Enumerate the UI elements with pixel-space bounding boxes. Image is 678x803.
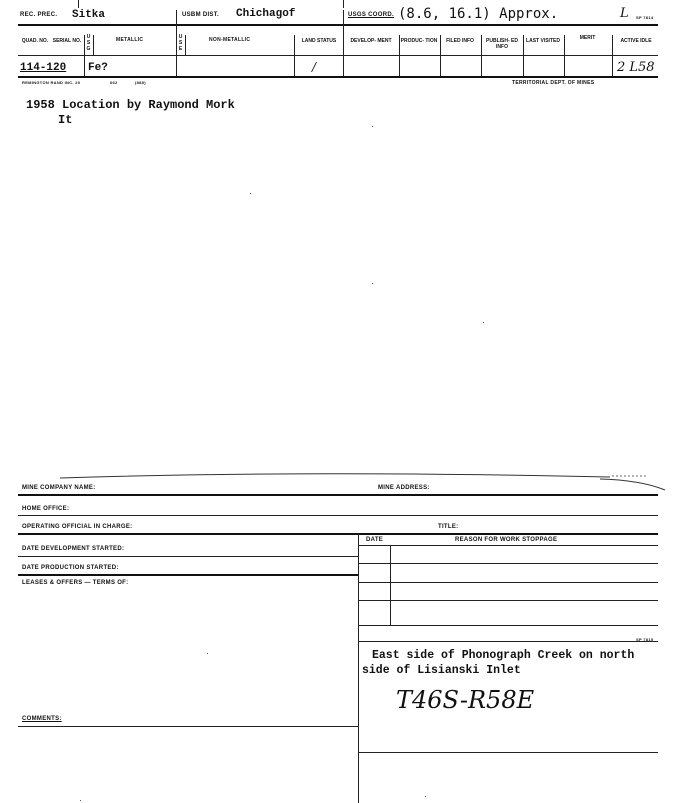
col-metallic: METALLIC [116, 37, 144, 43]
record-metallic: Fe? [88, 62, 108, 74]
date-development-label: DATE DEVELOPMENT STARTED: [22, 546, 125, 552]
col-filed-info: FILED INFO [446, 38, 474, 44]
printer-imprint: REMINGTON RAND INC. 20 [22, 80, 81, 85]
mine-company-label: MINE COMPANY NAME: [22, 485, 96, 491]
col-published-info: PUBLISH- ED INFO [486, 38, 518, 50]
imprint-code-1: 662 [110, 80, 118, 85]
usgs-coord-label: USGS COORD. [348, 12, 394, 18]
punch-tick [343, 0, 344, 8]
comments-label: COMMENTS: [22, 716, 62, 722]
form-code: SP 7814 [636, 15, 654, 20]
date-production-label: DATE PRODUCTION STARTED: [22, 565, 119, 571]
note-line-2: It [58, 113, 73, 127]
col-land-status: LAND STATUS [301, 38, 337, 44]
location-line-2: side of Lisianski Inlet [362, 664, 521, 677]
township-range: T46S-R58E [396, 686, 535, 714]
form-code-2: SP 7815 [636, 637, 654, 642]
rec-prec-label: REC. PREC. [20, 12, 58, 18]
col-serial-no: SERIAL NO. [52, 38, 82, 44]
home-office-label: HOME OFFICE: [22, 506, 70, 512]
usgs-coord-value: (8.6, 16.1) Approx. [398, 6, 559, 22]
rec-prec-value: Sitka [72, 9, 106, 21]
record-land-status: / [312, 60, 317, 74]
reason-col-label: REASON FOR WORK STOPPAGE [455, 537, 558, 543]
col-production: PRODUC- TION [400, 38, 438, 44]
imprint-code-2: (888) [135, 80, 146, 85]
usbm-dist-value: Chichagof [236, 8, 296, 20]
col-development: DEVELOP- MENT [350, 38, 392, 44]
coord-mark: L [620, 6, 629, 21]
leases-label: LEASES & OFFERS — TERMS OF: [22, 580, 129, 586]
operating-official-label: OPERATING OFFICIAL IN CHARGE: [22, 524, 133, 530]
card-edge [0, 470, 678, 492]
col-non-metallic: NON-METALLIC [209, 37, 251, 43]
record-active-idle: 2 L58 [617, 60, 655, 75]
note-line-1: 1958 Location by Raymond Mork [26, 98, 235, 112]
col-quad-no: QUAD. NO. [21, 38, 49, 44]
date-col-label: DATE [366, 537, 384, 543]
usbm-dist-label: USBM DIST. [182, 12, 220, 18]
col-merit: MERIT [579, 35, 596, 41]
mine-address-label: MINE ADDRESS: [378, 485, 430, 491]
col-usg-1: U S G [86, 34, 91, 52]
record-quad-serial: 114-120 [20, 62, 67, 74]
col-active-idle: ACTIVE IDLE [620, 38, 652, 44]
title-label: TITLE: [438, 524, 459, 530]
col-usg-2: U S E [178, 34, 183, 52]
dept-imprint: TERRITORIAL DEPT. OF MINES [512, 80, 595, 86]
col-last-visited: LAST VISITED [526, 38, 560, 44]
location-line-1: East side of Phonograph Creek on north [372, 649, 635, 662]
punch-tick [78, 0, 79, 8]
